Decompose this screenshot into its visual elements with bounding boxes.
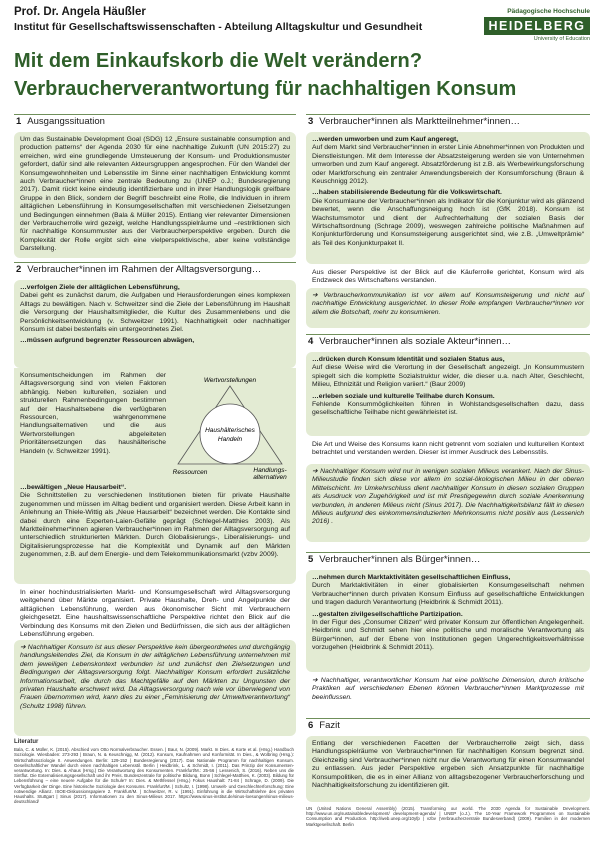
section-5-lead-1: …nehmen durch Marktaktivitäten gesellschaftlichen Einfluss, [312, 574, 511, 581]
section-2-box-1 [14, 280, 296, 368]
logo-main-text: HEIDELBERG [484, 17, 590, 35]
section-6-title: Fazit [319, 720, 340, 731]
logo-top-text: Pädagogische Hochschule [507, 8, 590, 15]
section-3-lead-2: …haben stabilisierende Bedeutung für die Volkswirtschaft. [312, 189, 502, 197]
section-1-text: Um das Sustainable Development Goal (SDG) 12 „Ensure sustainable consumption and production patterns“ der Agenda 2030 für eine nachhaltige Zukunft (UN 2015:27) zu erreichen, wird eine grundlegende Umsteuerung der Konsum- und Produktionsmuster gefordert, dafür sind alle relevanten Akteursgruppen angesprochen. Für den Wandel der Konsumgewohnheiten und Lebensstile im Sinne einer nachhaltigen Entwicklung kommt auch Verbraucher*innen eine zentrale Bedeutung zu (UNEP o.J.; Bundesregierung 2017). Damit rückt keine eindeutig identifizierbare und in ihrer Handlungslogik greifbare Gruppe in den Blick, sondern der Begriff beschreibt eine Rolle, die Individuen in ihrem alltäglichen Lebensführung in Konsumgesellschaften mit verschiedenen Zielsetzungen und Bedingungen einnehmen (Bala & Müller 2015). Entlang vier relevanter Dimensionen der Verbraucherrolle wird gezeigt, welche Handlungsspielräume und –restriktionen sich für nachhaltige Konsummuster aus der Verbraucherperspektive ergeben. Durch die Komplexität der Rolle ergibt sich eine vielperspektivische, aber keine vollständige Darstellung. [20, 136, 290, 253]
section-4-para-3: Die Art und Weise des Konsums kann nicht getrennt vom sozialen und kulturellen Kontext betrachtet und verstanden werden. Dieser ist immer Ausdruck des Lebensstils. [312, 441, 584, 457]
footnote-block [306, 806, 590, 827]
section-2-box-3 [14, 480, 296, 584]
section-3-conclusion-box [306, 288, 590, 328]
diagram-label-resources: Ressourcen [172, 469, 208, 476]
section-1-title: Ausgangssituation [27, 116, 105, 127]
section-4-conclusion: ➔ Nachhaltiger Konsum wird nur in wenigen sozialen Milieus verankert. Nach der Sinus-Milieustudie finden sich diese vor allem im sozial-ökologischen Milieu in der oberen Mittelschicht. Im Umkehrschluss dient nachhaltiger Konsum in diesen sozialen Gruppen als Ausdruck von Zugehörigkeit und ist mit Prestigegewinn durch soziale Anerkennung verbunden, in anderen Milieus nicht (Sinus 2017). Die Nachhaltigkeitsbilanz fällt in diesen Milieus aufgrund des einkommensinduzierten Mehrkonsums nicht positiv aus (Lessenich 2016) . [312, 468, 584, 526]
poster-header [0, 0, 600, 110]
section-2-plain-box [14, 586, 296, 638]
section-5-title: Verbraucher*innen als Bürger*innen… [319, 554, 481, 565]
diagram-label-alternatives-1: Handlungs- [253, 467, 287, 474]
section-5-conclusion: ➔ Nachhaltiger, verantwortlicher Konsum hat eine politische Dimension, durch kritische Praktiken auf verschiedenen Ebenen können Verbraucher*innen Marktprozesse mit beeinflussen. [312, 677, 584, 701]
section-4-lead-1: …drücken durch Konsum Identität und sozialen Status aus, [312, 356, 505, 363]
diagram-label-center-2: Handeln [217, 436, 243, 443]
section-4-title: Verbraucher*innen als soziale Akteur*innen… [319, 336, 511, 347]
section-3-number: 3 [308, 116, 314, 127]
section-2-title: Verbraucher*innen im Rahmen der Alltagsversorgung… [27, 264, 262, 275]
section-2-lead-1: …verfolgen Ziele der alltäglichen Lebensführung, [20, 284, 180, 291]
section-3-para-1: Auf dem Markt sind Verbraucher*innen in erster Linie Abnehmer*innen von Produkten und Dienstleistungen. Mit dem Interesse der Absatzsteigerung werden sie von Unternehmen umworben und zum Kauf angeregt. Absatzförderung ist z.B. als Werbewirkungsforschung oder Marktforschung ein zentraler Anwendungsbereich der Konsumforschung (Braun & Keuschnigg 2012). [312, 144, 584, 186]
section-5-lead-2: …gestalten zivilgesellschaftliche Partizipation. [312, 610, 463, 618]
section-2-para-1: Dabei geht es zunächst darum, die Aufgaben und Herausforderungen eines komplexen Alltags zu bewältigen. Nach v. Schweitzer sind die Ziele der Lebensführung im Haushalt die Versorgung der Haushaltsmitglieder, die Kultur des Zusammenlebens und die Persönlichkeitsentwicklung (v. Schweitzer 1991). Nachhaltigkeit oder nachhaltiger Konsum ist dabei bestenfalls ein untergeordnetes Ziel. [20, 292, 290, 334]
poster-title-line1: Mit dem Einkaufskorb die Welt verändern? [14, 50, 423, 72]
section-2-conclusion: ➔ Nachhaltiger Konsum ist aus dieser Perspektive kein übergeordnetes und durchgängig handlungsleitendes Ziel, da Konsum in der alltäglichen Lebensführung unternehmen mit dem jeweiligen Lebenskontext verbunden ist und zunächst den Zielsetzungen und Bedingungen der Alltagsversorgung folgt. Nachhaltiger Konsum erfordert zusätzliche Informationsarbeit, die durch das Machtgefälle auf den Märkten zu Ungunsten der privaten Haushalte erschwert wird. Da Alltagsversorgung nach wie vor überwiegend von Frauen übernommen wird, kann dies zu einer „Feminisierung der Umweltverantwortung“ (Schultz 1998) führen. [20, 644, 290, 710]
section-4-number: 4 [308, 336, 314, 347]
section-2-conclusion-box [14, 640, 296, 736]
section-1-number: 1 [16, 116, 22, 127]
section-3-plain-box [306, 266, 590, 286]
section-2-para-2: Konsumentscheidungen im Rahmen der Alltagsversorgung sind von vielen Faktoren abhängig. Neben kulturellen, sozialen und strukturellen Rahmenbedingungen bestimmen auf der Haushaltsebene die verfügbaren Ressourcen, wahrgenommene Handlungsalternativen und die aus Wertvorstellungen abgeleiteten Prioritätensetzungen das haushälterische Handeln (v. Schweitzer 1991). [20, 372, 166, 455]
section-2-header [14, 262, 296, 276]
section-4-para-1: Auf diese Weise wird die Verortung in der Gesellschaft angezeigt. „In Konsummustern spiegelt sich die komplette Sozialstruktur wider, die dieser u.a. nach Alter, Geschlecht, Milieu, Ethnizität und Religion variiert.“ (Baur 2009) [312, 364, 584, 389]
diagram-label-alternatives-2: alternativen [253, 474, 287, 480]
section-6-box [306, 736, 590, 802]
diagram-label-center-1: Haushälterisches [205, 427, 255, 434]
poster-title-line2: Verbraucherverantwortung für nachhaltigen Konsum [14, 78, 517, 100]
section-4-header [306, 334, 590, 348]
section-4-para-2: Fehlende Konsummöglichkeiten führen in Wohlstandsgesellschaften dazu, dass gesellschaftliche Teilhabe nicht gewährleistet ist. [312, 401, 584, 417]
section-6-number: 6 [308, 720, 314, 731]
section-4-lead-2: …erleben soziale und kulturelle Teilhabe durch Konsum. [312, 392, 495, 400]
author-name: Prof. Dr. Angela Häußler [14, 6, 146, 18]
section-2-lead-2: …müssen aufgrund begrenzter Ressourcen abwägen, [20, 337, 195, 345]
section-3-box [306, 132, 590, 264]
section-1-header [14, 114, 296, 128]
section-6-header [306, 718, 590, 732]
section-6-text: Entlang der verschiedenen Facetten der Verbraucherrolle zeigt sich, dass Handlungsspielräume von Verbraucher*innen für nachhaltigen Konsum begrenzt sind. Gleichzeitig sind Verbraucher*innen nicht nur die Verantwortung für einen Konsumwandel zu entlassen. Aus jeder Perspektive ergeben sich Ansatzpunkte für nachhaltige Konsumpolitiken, die es in einer Allianz von alltagsbezogener Verbraucherforschung und Nachhaltigkeitsforschung zu identifizieren gilt. [312, 740, 584, 790]
section-3-header [306, 114, 590, 128]
section-5-number: 5 [308, 554, 314, 565]
section-5-para-1: Durch Marktaktivitäten in einer globalisierten Konsumgesellschaft nehmen Verbraucher*innen durch privaten Konsum Einfluss auf gesellschaftliche Entwicklungen und tragen dadurch Verantwortung (Heidbrink & Schmidt 2011). [312, 582, 584, 607]
section-1-box [14, 132, 296, 258]
section-3-para-2: Die Konsumlaune der Verbraucher*innen als Indikator für die Konjunktur wird als glänzend bewertet, wenn die Anschaffungsneigung hoch ist (GfK 2018). Konsum ist Wachstumsmotor und dient der Aufrechterhaltung der sozialen Basis der Wirtschaftsordnung (Schrage 2009), weswegen zahlreiche politische Maßnahmen auf Konjunkturförderung und Konsumsteigerung ausgerichtet sind, wie z.B. „Umweltprämie“ als Teil des Konjunkturpaket II. [312, 197, 584, 247]
section-3-conclusion: ➔ Verbraucherkommunikation ist vor allem auf Konsumsteigerung und nicht auf nachhaltige Entwicklung ausgerichtet. In dieser Rolle empfangen Verbraucher*innen vor allem die Botschaft, mehr zu konsumieren. [312, 292, 584, 316]
logo-sub-text: University of Education [533, 36, 590, 42]
section-4-conclusion-box [306, 464, 590, 542]
section-3-lead-1: …werden umworben und zum Kauf angeregt, [312, 136, 459, 143]
section-4-plain-box [306, 438, 590, 462]
section-5-para-2: In der Figur des „Consumer Citizen“ wird privater Konsum zur öffentlichen Angelegenheit. Heidbrink und Schmidt sehen hier eine politische und moralische Verantwortung als Bürger*innen, auf der Ebene von Institutionen gegen Ungerechtigkeitsverhältnisse vorzugehen (Heidbrink & Schmidt 2011). [312, 619, 584, 652]
literature-block [14, 740, 294, 804]
section-2-number: 2 [16, 264, 22, 275]
section-2-lead-3: …bewältigen „Neue Hausarbeit“. [20, 484, 127, 491]
footnote-text: UN (United Nations General Assembly) (2015). Transforming our world. The 2030 Agenda for Sustainable Development. http://www.un.org/sustainabledevelopment/ development-agenda/ | UNEP (o.J.). The 10-Year Framework Programmes on Sustainable Consumption and Production. http://web.unep.org/10yfp | vzbv (Verbraucherzentrale Bundesverband) (2009). Familien in der modernen Marktgesellschaft. Berlin [306, 806, 590, 827]
household-action-diagram [166, 372, 294, 480]
literature-title: Literatur [14, 739, 39, 745]
section-5-conclusion-box [306, 674, 590, 708]
section-5-box [306, 570, 590, 672]
diagram-label-values: Wertvorstellungen [203, 377, 257, 384]
section-4-box [306, 352, 590, 436]
university-logo [484, 8, 590, 46]
section-3-para-3: Aus dieser Perspektive ist der Blick auf die Käuferrolle gerichtet, Konsum wird als Endzweck des Wirtschaftens verstanden. [312, 269, 584, 285]
section-2-para-3: Die Schnittstellen zu verschiedenen Institutionen bieten für private Haushalte zugenommen und müssen im Alltag bedient und organisiert werden. Diese Arbeit kann in Anlehnung an Thiele-Wittig als „Neue Hausarbeit“ bezeichnet werden. Die Kontakte sind dabei durch eine Experten-Laien-Gefälle geprägt (Schlegel-Matthies 2003). Als Marktteilnehmer*innen agieren Verbraucher*innen im Rahmen der Alltagsversorgung auf unterschiedlich strukturierten Märkten. Durch Globalisierungs-, Liberalisierungs- und Digitalisierungsprozesse hat die Komplexität und Dynamik auf den Märkten zugenommen, z.B. auf dem Energie- und dem Telekommunikationsmarkt (vzbv 2009). [20, 492, 290, 559]
diagram-circle [200, 404, 260, 464]
section-3-title: Verbraucher*innen als Marktteilnehmer*innen… [319, 116, 520, 127]
institute-name: Institut für Gesellschaftswissenschaften - Abteilung Alltagskultur und Gesundheit [14, 21, 423, 33]
section-5-header [306, 552, 590, 566]
section-2-para-4: In einer hochindustrialisierten Markt- und Konsumgesellschaft wird Alltagsversorgung weitgehend über Märkte organisiert. Private Haushalte, Dreh- und Angelpunkte der alltäglichen Lebensführung, werden aus ökonomischer Sicht mit Verbrauchern gleichgesetzt. Eine haushaltswissenschaftliche Perspektive richtet den Blick auf die Verbindung des Konsums mit den Zielen und Bedürfnissen, die sich aus der alltäglichen Lebensführung ergeben. [20, 589, 290, 638]
literature-text: Bala, C. & Müller, K. (2015). Abschied vom Otto Normalverbraucher. Essen. | Baur, N. (2009). Markt. In Dies. & Korte et al. (Hrsg.) Handbuch Soziologie. Wiesbaden: 273-293 | Braun, N. & Keuschnigg, M. (2012). Konsum, Kaufnahmen und Konformität. In Dies., & Wolbring (Hrsg.): Wirtschaftssoziologie II. Anwendungen. Berlin: 129-152 | Bundesregierung (2017). Das Nationale Programm für nachhaltigen Konsum. Gesellschaftlicher Wandel durch einen nachhaltigen Lebensstil. Berlin | Heidbrink, L. & Schmidt, I. (2011). Das Prinzip der Konsumenten-verantwortung. In: Dies. & Ahaus (Hrsg.) Die Verantwortung des Konsumenten. Frankfurt/M.: 25-56 | Lessenich, S. (2016). Neben uns die Sintflut. Die Externalisierungsgesellschaft und ihr Preis. Bundeszentrale für politische Bildung, Bonn | Schlegel-Matthies, K. (2003). Bildung für Lebensführung – eine neuere Aufgabe für die Schule? In: Dies. & Methfessel (Hrsg.) Fokus Haushalt: 71-84 | Schrage, D. (2009). Die Verfügbarkeit der Dinge. Eine historische Soziologie des Konsums. Frankfurt/M. | Schultz, I. (1998). Umwelt- und Geschlechterforschung: Eine notwendige Allianz. ISOE-Diskussionspapiere 2. Frankfurt/M. | Schweitzer, R. v. (1991). Einführung in die Wirtschaftslehre des privaten Haushalts. Stuttgart | Sinus (2017). Informationen zu den Sinus-Milieus 2017. https://www.sinus-institut.de/sinus-loesungen/sinus-milieus-deutschland/ [14, 747, 294, 805]
